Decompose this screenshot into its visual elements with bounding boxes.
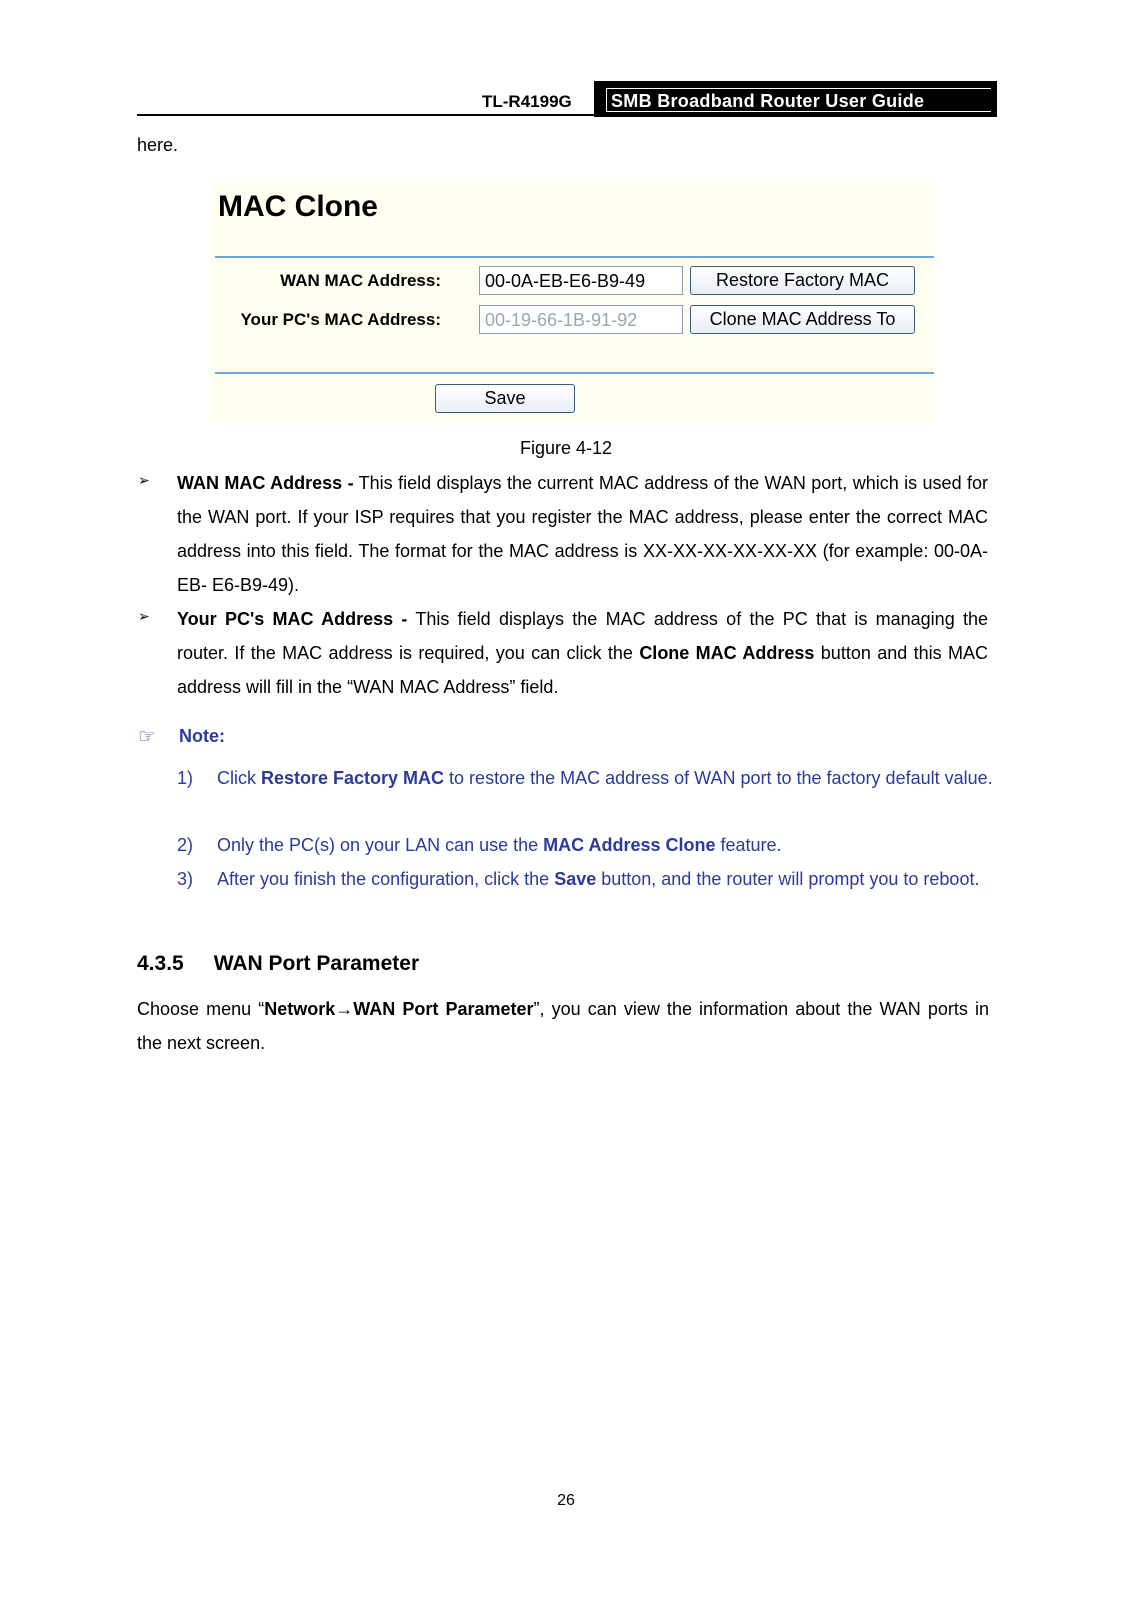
wan-mac-input[interactable]: 00-0A-EB-E6-B9-49 [479, 266, 683, 295]
bullet-text: This field displays the MAC address of the PC that is managing the router. If the MAC address is required, you can click the [177, 609, 989, 663]
note-text: Click [217, 768, 261, 788]
bullet-text: This field displays the current MAC address of the WAN port, which is used for the WAN port. If your ISP requires that you register the MAC address, please enter the correct MAC address into this field. The format for the MAC address is XX-XX-XX-XX-XX-XX (for example: 00-0A-EB- E6-B9-49). [177, 473, 988, 595]
bullet-text: button and this MAC address will fill in the “WAN MAC Address” field. [177, 643, 989, 697]
section-text: ”, you can view the information about the WAN ports in the next screen. [137, 999, 989, 1053]
bullet-pc-mac [177, 602, 988, 704]
section-paragraph [137, 992, 989, 1060]
note-bold: Save [554, 869, 597, 889]
bullet-term: Your PC's MAC Address - [177, 609, 408, 629]
intro-fragment: here. [137, 135, 179, 155]
menu-wan-port-parameter: WAN Port Parameter [353, 999, 534, 1019]
note-text: After you finish the configuration, click the [217, 869, 555, 889]
header-title: SMB Broadband Router User Guide [606, 88, 991, 112]
panel-divider-bottom [215, 372, 934, 374]
pc-mac-label: Your PC's MAC Address: [240, 310, 441, 329]
bullet-term: WAN MAC Address - [177, 473, 354, 493]
bullet-arrow-icon: ➢ [138, 608, 150, 624]
wan-mac-label: WAN MAC Address: [280, 271, 441, 290]
note-text: button, and the router will prompt you to reboot. [596, 869, 980, 889]
bullet-bold: Clone MAC Address [639, 643, 815, 663]
section-title: WAN Port Parameter [213, 952, 420, 975]
note-text: to restore the MAC address of WAN port to the factory default value. [444, 768, 993, 788]
note-label: Note: [179, 726, 225, 746]
note-text: Only the PC(s) on your LAN can use the [217, 835, 544, 855]
note-num: 1) [177, 768, 194, 788]
section-text: Choose menu “ [137, 999, 265, 1019]
panel-divider-top [215, 256, 934, 258]
note-num: 2) [177, 835, 194, 855]
note-num: 3) [177, 869, 194, 889]
panel-title: MAC Clone [218, 190, 378, 223]
note-item [217, 862, 998, 896]
section-number: 4.3.5 [137, 952, 184, 975]
menu-network: Network [264, 999, 336, 1019]
restore-factory-mac-button[interactable]: Restore Factory MAC [690, 266, 915, 295]
clone-mac-address-button[interactable]: Clone MAC Address To [690, 305, 915, 334]
mac-clone-panel [209, 182, 934, 422]
menu-arrow-icon: → [335, 999, 354, 1019]
bullet-wan-mac [177, 466, 988, 602]
section-heading [137, 952, 419, 976]
figure-caption: Figure 4-12 [519, 438, 613, 458]
pc-mac-input[interactable]: 00-19-66-1B-91-92 [479, 305, 683, 334]
pointing-hand-icon: ☞ [138, 726, 156, 748]
note-text: feature. [715, 835, 782, 855]
header-rule [137, 114, 597, 116]
header-model: TL-R4199G [482, 92, 572, 111]
note-bold: MAC Address Clone [543, 835, 716, 855]
page-number: 26 [557, 1492, 575, 1509]
save-button[interactable]: Save [435, 384, 575, 413]
note-item [217, 761, 998, 795]
note-item [217, 828, 998, 862]
bullet-arrow-icon: ➢ [138, 472, 150, 488]
note-bold: Restore Factory MAC [261, 768, 445, 788]
